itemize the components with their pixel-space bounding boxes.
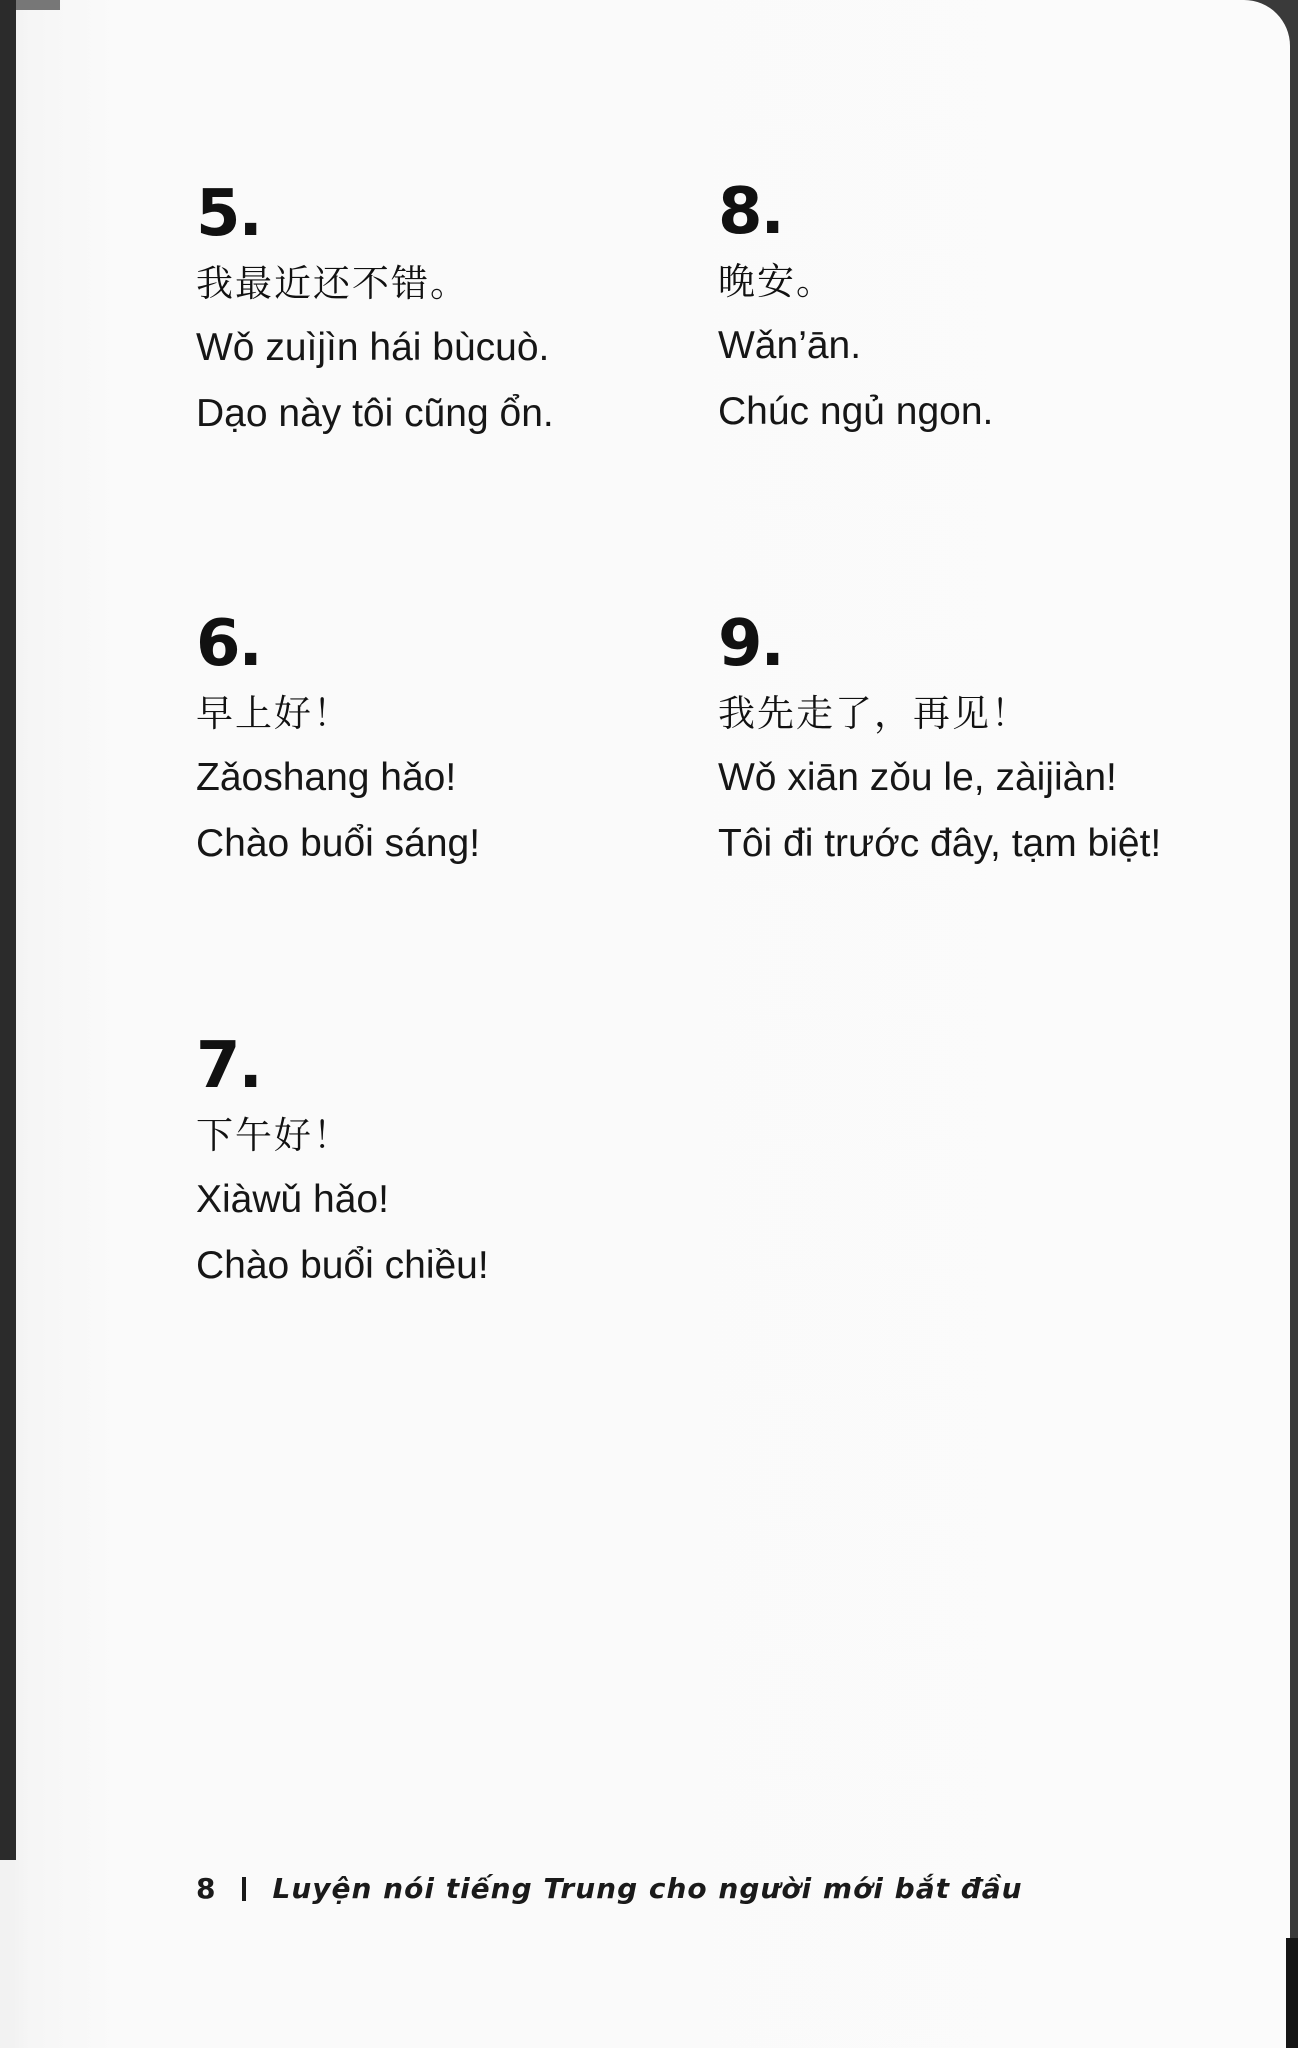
- chinese-text: 早上好！: [196, 692, 352, 735]
- vietnamese-text: Chào buổi chiều!: [196, 1244, 489, 1287]
- scan-shadow: [1286, 1938, 1298, 2048]
- chinese-text: 我先走了，再见！: [718, 692, 1030, 735]
- vietnamese-text: Chúc ngủ ngon.: [718, 390, 994, 433]
- entry-number: 7.: [196, 1029, 261, 1103]
- pinyin-text: Zǎoshang hǎo!: [196, 756, 457, 799]
- vietnamese-text: Dạo này tôi cũng ổn.: [196, 392, 554, 435]
- book-title: Luyện nói tiếng Trung cho người mới bắt đầu: [272, 1872, 1023, 1905]
- vietnamese-text: Chào buổi sáng!: [196, 822, 481, 865]
- entry-number: 5.: [196, 177, 261, 251]
- page-footer: [196, 1872, 1023, 1906]
- pinyin-text: Xiàwǔ hǎo!: [196, 1178, 389, 1221]
- pinyin-text: Wǒ zuìjìn hái bùcuò.: [196, 326, 550, 369]
- chinese-text: 下午好！: [196, 1114, 352, 1157]
- phrase-entry-9: [718, 607, 1162, 888]
- chinese-text: 我最近还不错。: [196, 262, 469, 305]
- page-number: 8: [196, 1872, 217, 1905]
- page-binding-edge: [0, 0, 16, 1860]
- footer-separator: [242, 1877, 246, 1901]
- chinese-text: 晚安。: [718, 260, 835, 303]
- entry-number: 6.: [196, 607, 261, 681]
- entry-number: 9.: [718, 607, 783, 681]
- page-edge-lower: [0, 1860, 12, 2048]
- vietnamese-text: Tôi đi trước đây, tạm biệt!: [718, 822, 1162, 865]
- phrase-entry-6: [196, 607, 481, 888]
- phrase-entry-8: [718, 175, 994, 456]
- phrase-entry-7: [196, 1029, 489, 1310]
- entry-number: 8.: [718, 175, 783, 249]
- pinyin-text: Wǒ xiān zǒu le, zàijiàn!: [718, 756, 1117, 799]
- pinyin-text: Wǎn’ān.: [718, 324, 862, 367]
- phrase-entry-5: [196, 177, 554, 458]
